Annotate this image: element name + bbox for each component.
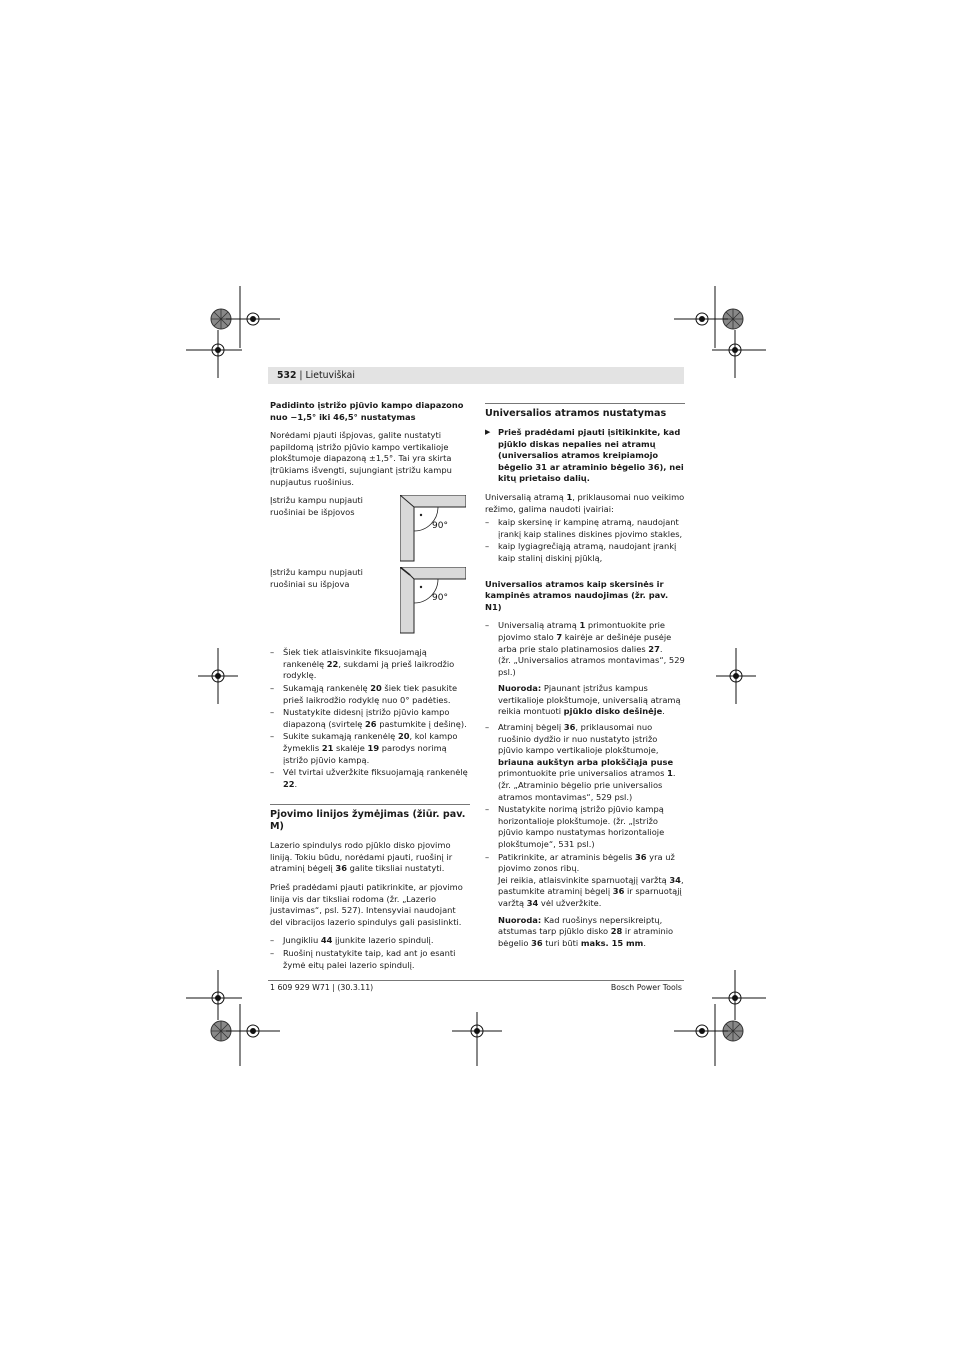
text-run: Nustatykite norimą įstrižo pjūvio kampą horizontalioje plokštumoje. (žr. „Įstrižo pjūvio kampo nustatymas horizontalioje plokštumoje“, 531 psl.) — [498, 804, 665, 849]
bold-run: 36 — [634, 851, 647, 862]
text-run: Nustatykite didesnį įstrižo pjūvio kampo diapazoną (svirtelę — [283, 707, 450, 729]
paragraph — [270, 840, 470, 875]
registration-mark-bottom-center — [452, 1012, 502, 1066]
bold-run: 44 — [320, 935, 333, 946]
text-run: vėl užveržkite. — [538, 897, 602, 908]
text-run: primontuokite prie universalios atramos — [498, 768, 668, 779]
paragraph: Prieš pradėdami pjauti patikrinkite, ar pjovimo linija vis dar tiksliai rodoma (žr. „Lazerio justavimas“, psl. 527). Intensyviai naudojant del vibracijos lazerio spindulys gali pasislinkti. — [270, 882, 463, 927]
text-run: Sukite sukamąją rankenėlę — [283, 731, 398, 742]
notched-corner-joint-diagram — [400, 567, 466, 635]
text-run: kairėje ar dešinėje pusėje arba prie stalo platinamosios dalies — [498, 631, 672, 654]
text-run: , kol kampo žymeklis — [283, 731, 458, 753]
steps-list — [485, 620, 685, 949]
registration-mark-bottom-right — [668, 970, 768, 1066]
list-item — [270, 935, 470, 947]
uses-list — [485, 517, 685, 564]
figure-with-notch — [270, 567, 470, 639]
registration-mark-mid-left — [198, 648, 238, 704]
text-run: , priklausomai nuo ruošinio dydžio ir nuo nustatyto įstrižo pjūvio kampo vertikalioje plokštumoje, — [498, 722, 659, 756]
bold-run: 1 — [566, 491, 573, 502]
footer-rule — [268, 980, 684, 981]
text-run: primontuokite prie pjovimo stalo — [498, 620, 666, 642]
text-run: , pastumkite atraminį bėgelį — [498, 874, 684, 897]
list-item — [270, 767, 470, 790]
text-run: . — [659, 643, 663, 654]
bold-run: 19 — [367, 742, 380, 753]
text-run: . — [643, 937, 646, 948]
step-text — [498, 620, 671, 653]
step-text — [498, 875, 684, 908]
bold-run: briauna aukštyn arba plokščiąja puse — [498, 756, 674, 767]
bold-run: 1 — [579, 620, 586, 631]
text-run: skalėje — [333, 742, 368, 753]
header-separator: | — [296, 370, 306, 381]
header-language: Lietuviškai — [305, 370, 355, 381]
text-run: Ruošinį nustatykite taip, kad ant jo esanti žymė eitų palei lazerio spindulį. — [283, 948, 456, 970]
text-run: parodys norimą įstrižo pjūvio kampą. — [283, 742, 447, 765]
list-item — [485, 804, 685, 850]
bold-run: 1 — [667, 768, 673, 779]
list-item — [270, 707, 470, 730]
text-run: . — [294, 778, 298, 789]
text-run: Šiek tiek atlaisvinkite fiksuojamąją rankenėlę — [283, 647, 427, 669]
text-run: Jei reikia, atlaisvinkite sparnuotąjį varžtą — [498, 874, 670, 885]
step-reference: (žr. „Universalios atramos montavimas“, 529 psl.) — [498, 655, 685, 677]
text-run: Pjaunant įstrižus kampus vertikalioje plokštumoje, universalią atramą reikia montuoti — [498, 683, 681, 717]
list-item — [270, 731, 470, 766]
bold-run: 22 — [326, 658, 339, 669]
bold-run: 36 — [335, 863, 347, 874]
list-item — [270, 683, 470, 706]
text-run: Patikrinkite, ar atraminis bėgelis — [498, 851, 635, 862]
section-heading-laser: Pjovimo linijos žymėjimas (žiūr. pav. M) — [270, 804, 470, 833]
steps-list — [270, 647, 470, 790]
bold-run: maks. 15 mm — [580, 937, 644, 948]
bold-run: 27 — [648, 643, 660, 654]
note — [498, 915, 685, 950]
left-column — [270, 400, 470, 979]
text-run: Universalią atramą — [498, 620, 580, 631]
bold-run: 20 — [370, 682, 382, 693]
corner-joint-diagram — [400, 495, 466, 563]
section-heading-bevel-range: Padidinto įstrižo pjūvio kampo diapazono nuo −1,5° iki 46,5° nustatymas — [270, 400, 464, 422]
bold-run: 20 — [397, 731, 410, 742]
step-text — [498, 852, 675, 874]
bold-run: 36 — [612, 886, 625, 897]
paragraph: Norėdami pjauti išpjovas, galite nustatyti papildomą įstrižo pjūvio kampo vertikalioje plokštumoje diapazoną ±1,5°. Tai yra skirta įtrūkiams išvengti, sujungiant įstrižu kampu nupjautus ruošinius. — [270, 430, 452, 487]
text-run: . (žr. „Atraminio bėgelio prie universalios atramos montavimas“, 529 psl.) — [498, 768, 676, 802]
text-run: Atraminį bėgelį — [498, 722, 564, 733]
bold-run: 34 — [669, 874, 681, 885]
bold-run: 28 — [610, 926, 623, 937]
text-run: kaip skersinę ir kampinę atramą, naudojant įrankį kaip stalines diskines pjovimo stakles, — [498, 517, 683, 539]
text-run: galite tiksliai nustatyti. — [346, 863, 445, 874]
text-run: Kad ruošinys nepersikreiptų, atstumas tarp pjūklo disko — [498, 914, 663, 937]
bold-run: 22 — [283, 778, 295, 789]
angle-label: 90° — [432, 593, 448, 604]
text-run: kaip lygiagrečiąją atramą, naudojant įrankį kaip stalinį diskinį pjūklą, — [498, 541, 677, 563]
figure-without-notch — [270, 495, 470, 567]
angle-label: 90° — [432, 521, 448, 532]
footer-brand: Bosch Power Tools — [610, 983, 682, 992]
bold-run: 7 — [556, 631, 563, 642]
text-run: yra už pjovimo zonos ribų. — [498, 851, 675, 874]
bold-run: 34 — [526, 897, 539, 908]
figure-caption: Įstrižu kampu nupjauti ruošiniai be išpjovos — [270, 495, 363, 517]
warning-item: ▶ Prieš pradėdami pjauti įsitikinkite, kad pjūklo diskas nepalies nei atramų (universalios atramos kreipiamojo bėgelio 31 ar atraminio bėgelio 36), nei kitų prietaiso dalių. — [485, 427, 685, 485]
bold-run: 26 — [365, 718, 377, 729]
text-run: Lazerio spindulys rodo pjūklo disko pjovimo liniją. Tokiu būdu, norėdami pjauti, ruošinį ir atraminį bėgelį — [270, 840, 453, 874]
figure-caption: Įstrižu kampu nupjauti ruošiniai su išpjova — [270, 567, 363, 589]
page-number: 532 — [277, 370, 297, 381]
running-header — [277, 369, 355, 382]
bold-run: 21 — [321, 742, 334, 753]
note — [498, 683, 685, 718]
text-run: ir sparnuotąjį varžtą — [498, 886, 682, 908]
list-item — [485, 722, 685, 803]
bold-run: 36 — [563, 722, 576, 733]
list-item — [485, 541, 685, 564]
list-item — [485, 620, 685, 718]
text-run: Jungikliu — [283, 935, 321, 946]
list-item — [485, 852, 685, 950]
text-run: pastumkite į dešinę). — [376, 718, 467, 729]
text-run: įjunkite lazerio spindulį. — [332, 935, 434, 946]
registration-mark-mid-right — [716, 648, 756, 704]
list-item — [270, 948, 470, 971]
steps-list — [270, 935, 470, 971]
bold-run: Nuoroda: — [498, 683, 542, 694]
text-run: , priklausomai nuo veikimo režimo, galima naudoti įvairiai: — [485, 491, 685, 514]
section-heading-cross-mitre: Universalios atramos kaip skersinės ir kampinės atramos naudojimas (žr. pav. N1) — [485, 578, 669, 612]
paragraph — [485, 492, 685, 515]
bold-run: 36 — [531, 937, 543, 948]
text-run: . — [662, 706, 665, 717]
section-heading-universal-fence: Universalios atramos nustatymas — [485, 403, 685, 420]
footer-doc-number: 1 609 929 W71 | (30.3.11) — [270, 983, 374, 992]
list-item — [270, 647, 470, 682]
bold-run: Nuoroda: — [498, 914, 542, 925]
right-column — [485, 400, 685, 957]
text-run: šiek tiek pasukite prieš laikrodžio rodyklę nuo 0° padėties. — [283, 682, 458, 705]
bold-run: pjūklo disko dešinėje — [563, 706, 663, 717]
list-item — [485, 517, 685, 540]
text-run: Vėl tvirtai užveržkite fiksuojamąją rankenėlę — [283, 767, 468, 778]
text-run: Sukamąją rankenėlę — [283, 682, 371, 693]
text-run: Universalią atramą — [485, 491, 567, 502]
text-run: turi būti — [542, 937, 581, 948]
text-run: ir atraminio bėgelio — [498, 926, 674, 948]
text-run: , sukdami ją prieš laikrodžio rodyklę. — [283, 658, 455, 681]
